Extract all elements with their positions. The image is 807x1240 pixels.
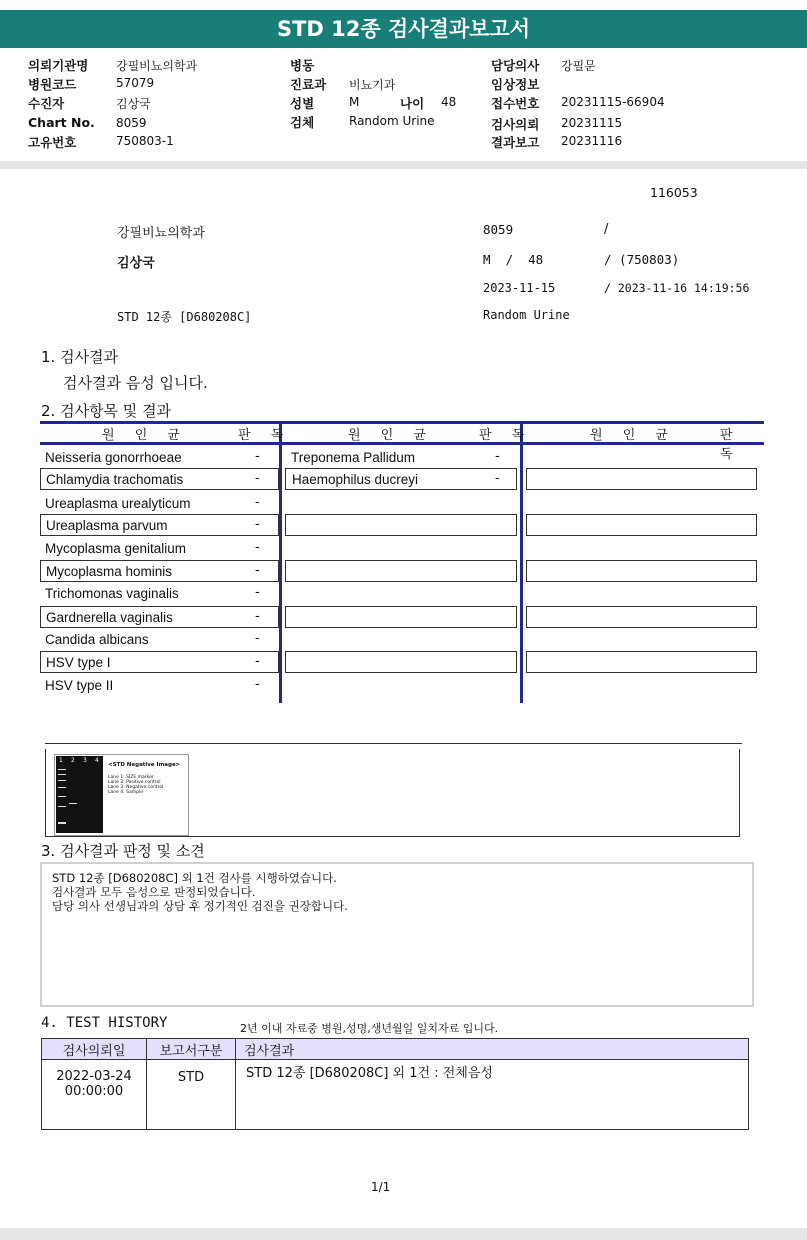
patient-id: / (750803) (604, 252, 680, 267)
findings-line: 검사결과 모두 음성으로 판정되었습니다. (52, 885, 256, 899)
specimen-code: 116053 (650, 185, 698, 200)
label-receipt-no: 접수번호 (491, 96, 540, 111)
lane-label: 4 (95, 757, 99, 764)
pathogen-name: Mycoplasma genitalium (45, 541, 187, 556)
findings-box (40, 862, 754, 1007)
page-number: 1/1 (371, 1180, 391, 1194)
history-col-type: 보고서구분 (147, 1039, 236, 1060)
result-table (40, 421, 764, 703)
pathogen-name: Candida albicans (45, 632, 149, 647)
value-patient: 김상국 (116, 97, 151, 111)
label-clinical-info: 임상정보 (491, 77, 540, 92)
test-name: STD 12종 [D680208C] (117, 310, 252, 324)
gel-legend-line: Lane 4: Sample (108, 790, 143, 795)
lane-label: 3 (83, 757, 87, 764)
pathogen-name: Chlamydia trachomatis (46, 472, 184, 487)
col2-judgement-header: 판 독 (479, 428, 533, 443)
section2-title: 2. 검사항목 및 결과 (41, 402, 172, 420)
pathogen-result: - (495, 471, 500, 486)
value-chart-no: 8059 (116, 116, 147, 130)
table-row (40, 468, 279, 490)
pathogen-name: HSV type II (45, 678, 114, 693)
lane-label: 2 (71, 757, 75, 764)
value-sex: M (349, 95, 360, 109)
label-hospital-code: 병원코드 (28, 77, 77, 92)
history-type: STD (147, 1060, 236, 1130)
empty-row-box (285, 560, 517, 582)
gel-image-frame (45, 749, 740, 837)
table-row (40, 651, 279, 673)
pathogen-result: - (255, 585, 260, 600)
pathogen-result: - (495, 449, 500, 464)
value-specimen: Random Urine (349, 114, 435, 128)
history-note: 2년 이내 자료중 병원,성명,생년월일 일치자료 입니다. (240, 1022, 499, 1035)
pathogen-name: Trichomonas vaginalis (45, 586, 179, 601)
table-row (42, 1060, 749, 1130)
table-row (285, 468, 517, 490)
label-chart-no: Chart No. (28, 115, 95, 130)
empty-row-box (285, 514, 517, 536)
table-row (40, 629, 279, 652)
col2-pathogen-header: 원 인 균 (348, 428, 434, 443)
header-info (0, 54, 807, 154)
pathogen-name: Treponema Pallidum (291, 450, 416, 465)
table-row (40, 675, 279, 698)
gel-legend-line: Lane 1: SIZE marker (108, 775, 154, 780)
gel-band (69, 803, 77, 804)
value-unique-no: 750803-1 (116, 134, 174, 148)
section3-title: 3. 검사결과 판정 및 소견 (41, 842, 205, 860)
report-datetime: / 2023-11-16 14:19:56 (604, 281, 750, 295)
gel-band (58, 796, 66, 797)
history-result: STD 12종 [D680208C] 외 1건 : 전체음성 (236, 1060, 749, 1130)
empty-row-box (526, 468, 757, 490)
value-requesting-clinic: 강필비뇨의학과 (116, 59, 198, 73)
pathogen-name: Haemophilus ducreyi (292, 472, 419, 487)
label-requesting-clinic: 의뢰기관명 (28, 58, 89, 73)
pathogen-result: - (255, 609, 260, 624)
col1-judgement-header: 판 독 (238, 428, 292, 443)
table-row (40, 492, 279, 515)
patient-name: 김상국 (117, 256, 155, 271)
gel-band (58, 787, 66, 788)
label-doctor: 담당의사 (491, 58, 540, 73)
pathogen-name: HSV type I (46, 655, 111, 670)
section4-title: 4. TEST HISTORY (41, 1015, 168, 1031)
table-row (40, 583, 279, 606)
value-dept: 비뇨기과 (349, 78, 396, 92)
gel-band (58, 780, 66, 781)
history-date: 2022-03-24 (56, 1069, 132, 1084)
value-age: 48 (441, 95, 457, 109)
history-header-row (42, 1039, 749, 1060)
header-separator (0, 161, 807, 169)
pathogen-result: - (255, 517, 260, 532)
pathogen-result: - (255, 495, 260, 510)
pathogen-result: - (255, 677, 260, 692)
clinic-name: 강필비뇨의학과 (117, 226, 205, 241)
pathogen-result: - (255, 449, 260, 464)
specimen-type: Random Urine (483, 308, 570, 322)
image-top-rule (45, 743, 742, 744)
label-specimen: 검체 (290, 115, 315, 130)
pathogen-name: Gardnerella vaginalis (46, 610, 173, 625)
value-hospital-code: 57079 (116, 76, 155, 90)
label-sex: 성별 (290, 96, 315, 111)
history-col-date: 검사의뢰일 (42, 1039, 147, 1060)
label-dept: 진료과 (290, 77, 327, 92)
history-date-cell (42, 1060, 147, 1130)
gel-photo (56, 756, 103, 833)
gel-band (58, 769, 66, 770)
table-row (285, 446, 517, 469)
table-row (40, 514, 279, 536)
label-ward: 병동 (290, 58, 315, 73)
pathogen-result: - (255, 631, 260, 646)
gel-band (58, 822, 66, 824)
table-row (40, 446, 279, 469)
history-col-result: 검사결과 (236, 1039, 749, 1060)
gel-legend-line: Lane 3: Negative control (108, 785, 164, 790)
empty-row-box (526, 651, 757, 673)
section1-title: 1. 검사결과 (41, 348, 119, 366)
empty-row-box (526, 514, 757, 536)
pathogen-name: Ureaplasma parvum (46, 518, 168, 533)
pathogen-result: - (255, 540, 260, 555)
pathogen-name: Ureaplasma urealyticum (45, 496, 191, 511)
gel-legend-line: Lane 2: Positive control (108, 780, 161, 785)
value-result-report: 20231116 (561, 134, 623, 148)
table-row (40, 560, 279, 582)
findings-line: STD 12종 [D680208C] 외 1건 검사를 시행하였습니다. (52, 871, 337, 885)
history-time: 00:00:00 (64, 1084, 124, 1099)
table-row (40, 606, 279, 628)
column-divider-1 (279, 421, 282, 703)
gel-band (58, 774, 66, 775)
empty-row-box (285, 606, 517, 628)
label-result-report: 결과보고 (491, 135, 540, 150)
section1-result: 검사결과 음성 입니다. (63, 374, 208, 392)
empty-row-box (526, 606, 757, 628)
empty-row-box (285, 651, 517, 673)
pathogen-name: Neisseria gonorrhoeae (45, 450, 182, 465)
pathogen-name: Mycoplasma hominis (46, 564, 173, 579)
report-title: STD 12종 검사결과보고서 (0, 10, 807, 48)
gel-band (58, 806, 66, 807)
col3-pathogen-header: 원 인 균 (590, 428, 676, 443)
label-unique-no: 고유번호 (28, 135, 77, 150)
column-divider-2 (520, 421, 523, 703)
table-row (40, 538, 279, 561)
gel-image (54, 754, 189, 836)
pathogen-result: - (255, 471, 260, 486)
value-receipt-no: 20231115-66904 (561, 95, 665, 109)
label-age: 나이 (400, 96, 425, 111)
sex-age: M / 48 (483, 252, 544, 267)
pathogen-result: - (255, 563, 260, 578)
gel-legend-title: <STD Negative Image> (108, 762, 181, 768)
col1-pathogen-header: 원 인 균 (102, 428, 188, 443)
empty-row-box (526, 560, 757, 582)
findings-line: 담당 의사 선생님과의 상담 후 정기적인 검진을 권장합니다. (52, 899, 348, 913)
value-test-request: 20231115 (561, 116, 623, 130)
value-doctor: 강필문 (561, 59, 596, 73)
footer-bar (0, 1228, 807, 1240)
label-test-request: 검사의뢰 (491, 117, 540, 132)
lane-label: 1 (59, 757, 63, 764)
pathogen-result: - (255, 654, 260, 669)
gel-legend (108, 775, 163, 795)
slash-divider: / (604, 222, 609, 237)
label-patient: 수진자 (28, 96, 65, 111)
chart-number: 8059 (483, 222, 514, 237)
history-table (41, 1038, 749, 1130)
col3-judgement-header: 판 독 (720, 428, 741, 462)
request-date: 2023-11-15 (483, 281, 556, 295)
